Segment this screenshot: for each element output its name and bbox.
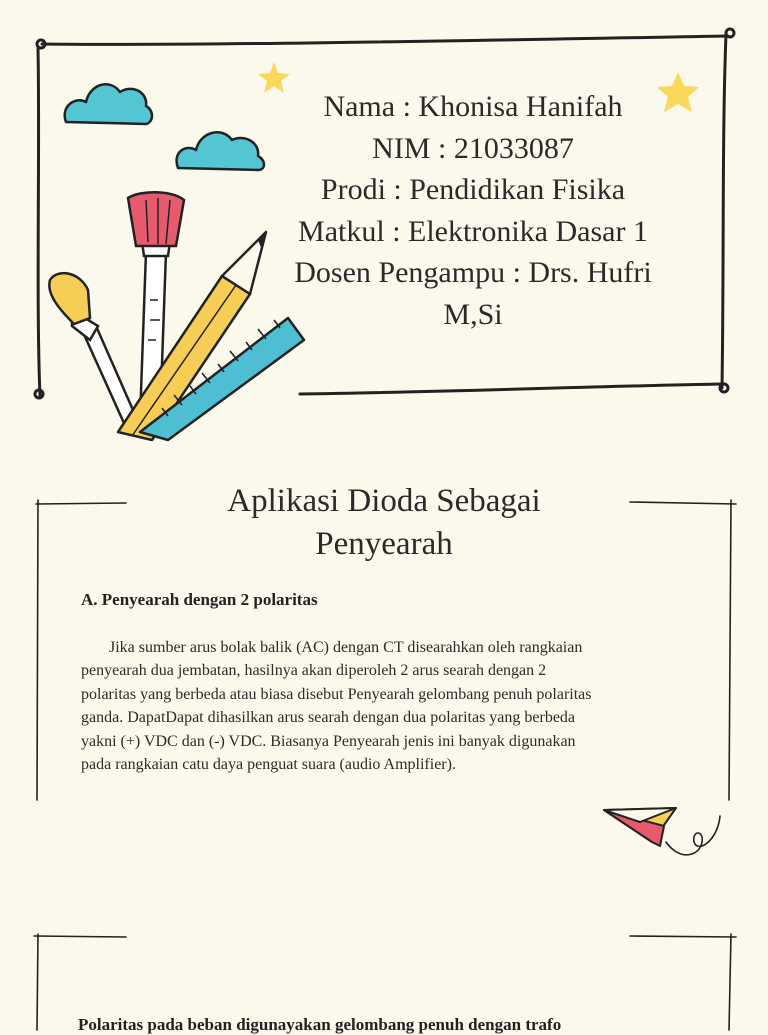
- next-frame: [0, 920, 768, 1024]
- student-prodi-line: Prodi : Pendidikan Fisika: [320, 173, 626, 206]
- paragraph-line: pada rangkaian catu daya penguat suara (audio Amplifier).: [81, 756, 456, 774]
- cover-slide: [0, 0, 768, 440]
- section-title-line-2: Penyearah: [315, 526, 453, 562]
- lecturer-line: Dosen Pengampu : Drs. Hufri: [294, 256, 652, 289]
- body-paragraph: [81, 636, 701, 776]
- paragraph-line: ganda. DapatDapat dihasilkan arus searah dengan dua polaritas yang berbeda: [81, 709, 576, 727]
- paragraph-line: penyearah dua jembatan, hasilnya akan diperoleh 2 arus searah dengan 2: [81, 662, 547, 680]
- paragraph-line: polaritas yang berbeda atau biasa disebut Penyearah gelombang penuh polaritas: [81, 685, 592, 703]
- paper-plane-icon: [604, 808, 720, 855]
- cloud-icon: [65, 84, 152, 124]
- next-slide: [0, 920, 768, 1034]
- lecturer-line-cont: M,Si: [443, 297, 503, 331]
- content-slide: [0, 470, 768, 830]
- student-nim-line: NIM : 21033087: [372, 131, 574, 165]
- section-title-line-1: Aplikasi Dioda Sebagai: [227, 483, 541, 519]
- cloud-icon: [177, 132, 264, 170]
- subsection-heading: A. Penyearah dengan 2 polaritas: [81, 590, 318, 609]
- course-line: Matkul : Elektronika Dasar 1: [298, 214, 648, 248]
- paragraph-line: yakni (+) VDC dan (-) VDC. Biasanya Penyearah jenis ini banyak digunakan: [81, 732, 576, 750]
- section-title: [160, 480, 608, 566]
- next-slide-text: Polaritas pada beban digunayakan gelombang penuh dengan trafo: [78, 1015, 562, 1034]
- paragraph-line: Jika sumber arus bolak balik (AC) dengan CT disearahkan oleh rangkaian: [109, 639, 583, 656]
- student-info: [258, 86, 688, 335]
- paintbrush-icon: [49, 273, 140, 432]
- student-name-line: Nama : Khonisa Hanifah: [323, 90, 623, 123]
